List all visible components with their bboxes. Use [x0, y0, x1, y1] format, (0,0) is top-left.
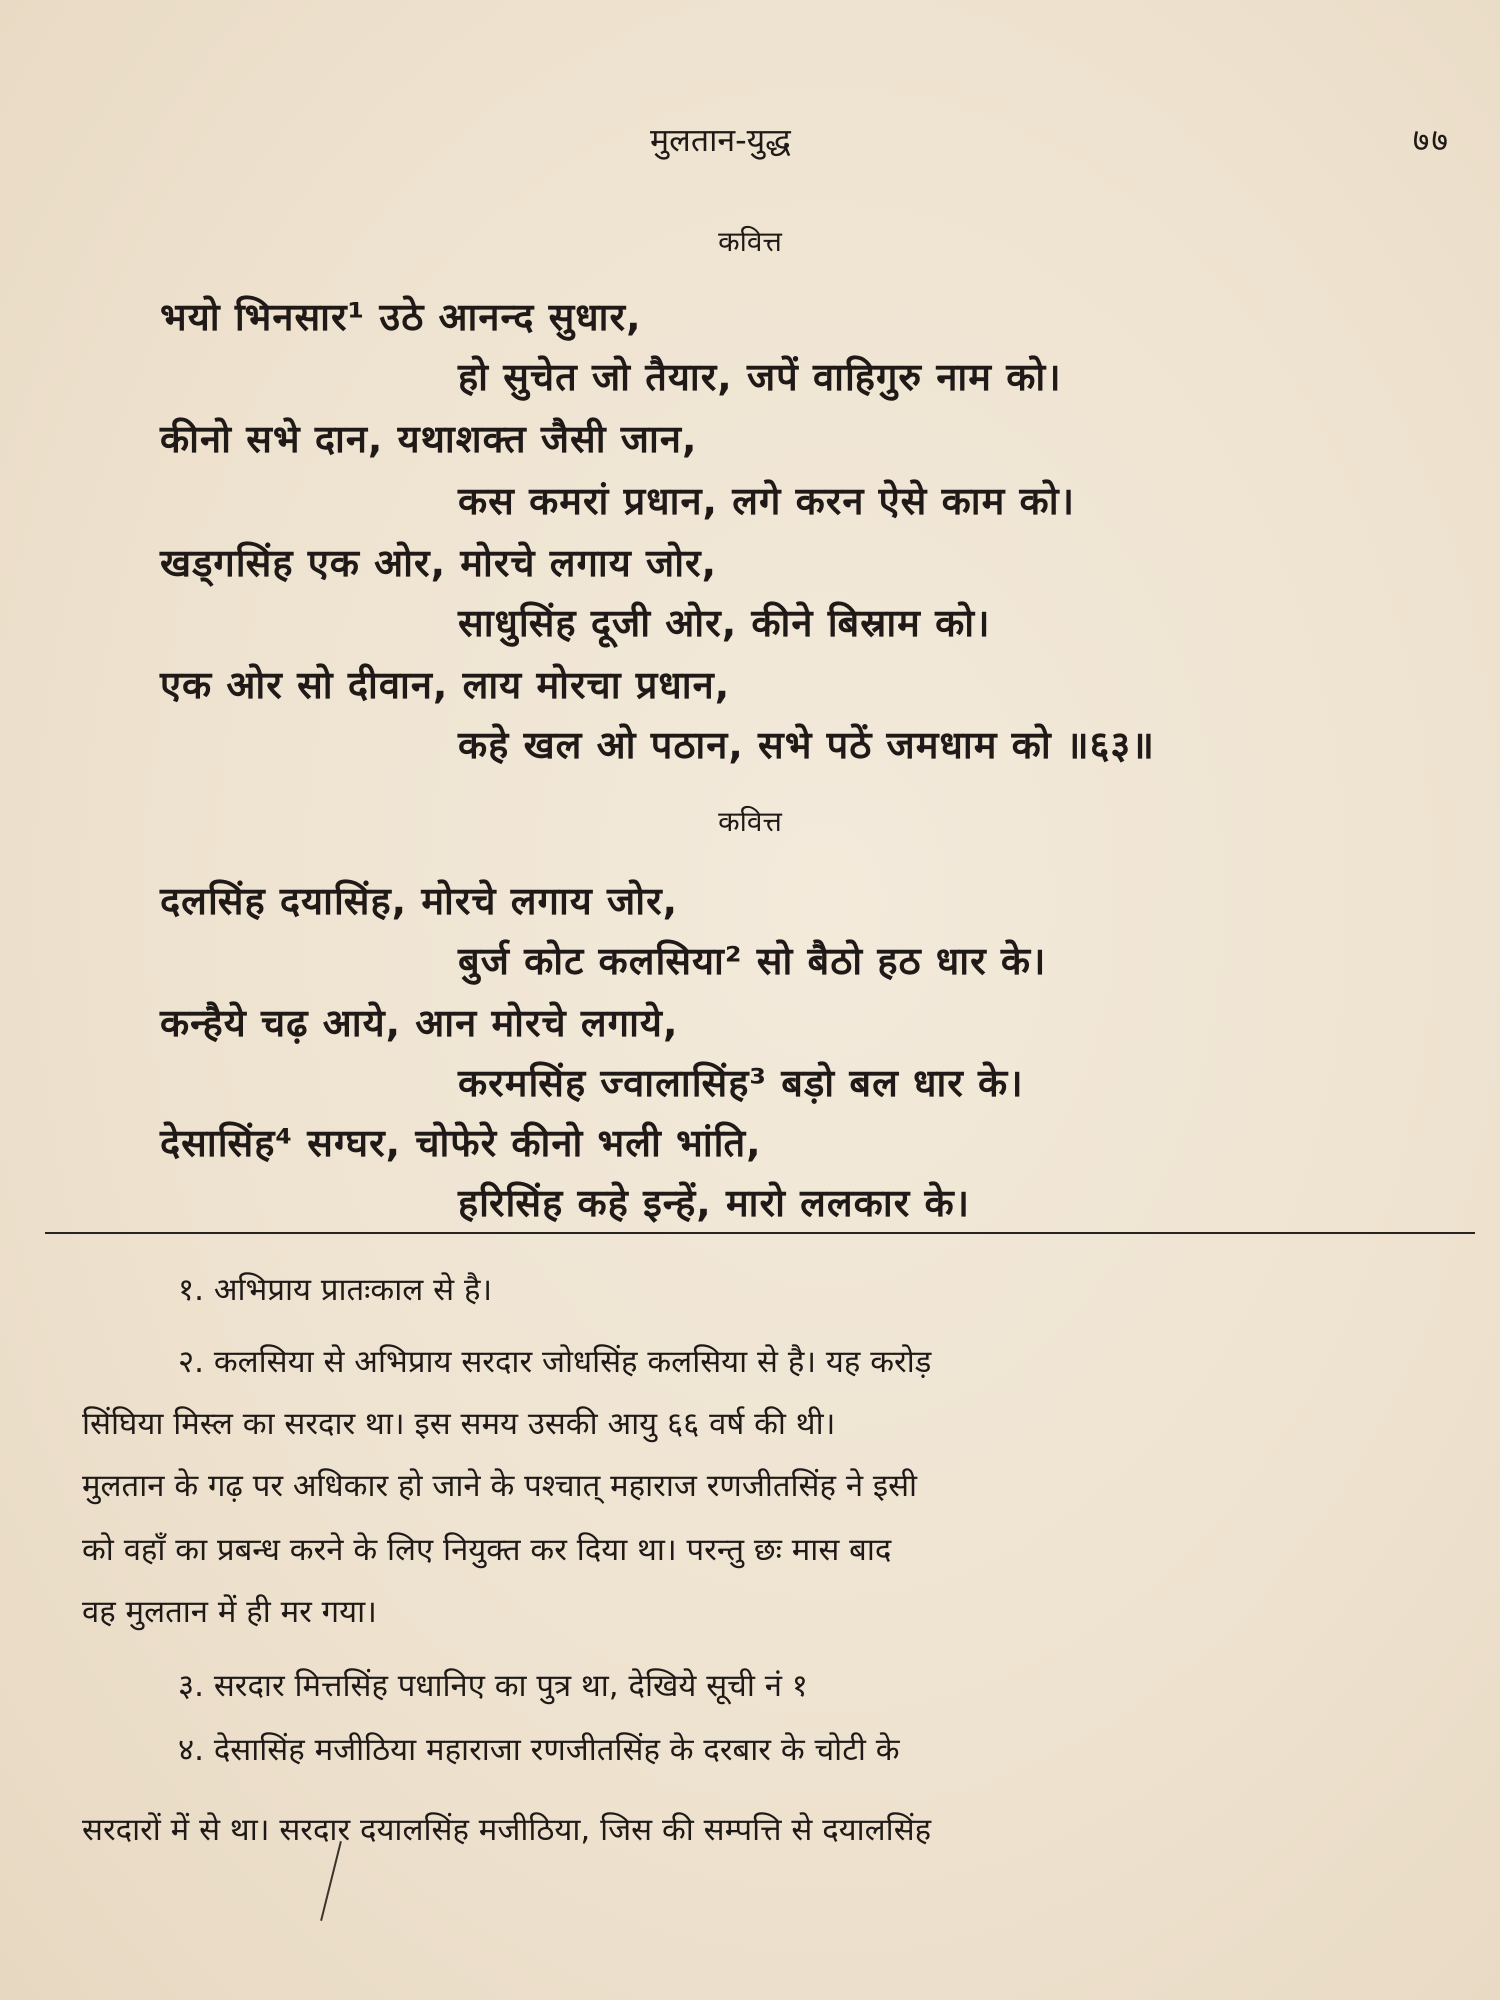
pen-mark	[320, 1841, 342, 1921]
footnote-4-cont: सरदारों में से था। सरदार दयालसिंह मजीठिया, जिस की सम्पत्ति से दयालसिंह	[82, 1812, 932, 1848]
footnote-2: २. कलसिया से अभिप्राय सरदार जोधसिंह कलसिया से है। यह करोड़	[178, 1344, 932, 1380]
footnote-3: ३. सरदार मित्तसिंह पधानिए का पुत्र था, देखिये सूची नं १	[178, 1668, 808, 1704]
verse-line: हो सुचेत जो तैयार, जपें वाहिगुरु नाम को।	[458, 355, 1062, 399]
verse-line: खड्गसिंह एक ओर, मोरचे लगाय जोर,	[160, 541, 718, 585]
verse-line: कीनो सभे दान, यथाशक्त जैसी जान,	[160, 417, 698, 461]
verse-line: देसासिंह⁴ सग्घर, चोफेरे कीनो भली भांति,	[160, 1121, 762, 1165]
verse-line: भयो भिनसार¹ उठे आनन्द सुधार,	[160, 295, 642, 339]
verse-line: करमसिंह ज्वालासिंह³ बड़ो बल धार के।	[458, 1061, 1024, 1105]
verse-line: कन्हैये चढ़ आये, आन मोरचे लगाये,	[160, 1001, 679, 1045]
footnote-divider	[45, 1232, 1475, 1234]
footnote-2-cont: सिंघिया मिस्ल का सरदार था। इस समय उसकी आयु ६६ वर्ष की थी।	[82, 1406, 836, 1442]
verse-line: दलसिंह दयासिंह, मोरचे लगाय जोर,	[160, 879, 679, 923]
footnote-1: १. अभिप्राय प्रातःकाल से है।	[178, 1272, 493, 1308]
stanza-heading: कवित्त	[718, 805, 782, 838]
running-title: मुलतान-युद्ध	[650, 121, 791, 159]
footnote-2-cont: मुलतान के गढ़ पर अधिकार हो जाने के पश्चात् महाराज रणजीतसिंह ने इसी	[82, 1468, 918, 1504]
verse-line: हरिसिंह कहे इन्हें, मारो ललकार के।	[458, 1181, 971, 1225]
footnote-4: ४. देसासिंह मजीठिया महाराजा रणजीतसिंह के दरबार के चोटी के	[178, 1732, 900, 1768]
footnote-2-cont: वह मुलतान में ही मर गया।	[82, 1594, 377, 1630]
page-header	[0, 118, 1500, 168]
footnote-2-cont: को वहाँ का प्रबन्ध करने के लिए नियुक्त कर दिया था। परन्तु छः मास बाद	[82, 1532, 892, 1568]
verse-line: कस कमरां प्रधान, लगे करन ऐसे काम को।	[458, 479, 1075, 523]
verse-line: बुर्ज कोट कलसिया² सो बैठो हठ धार के।	[458, 939, 1047, 983]
verse-line: कहे खल ओ पठान, सभे पठें जमधाम को ॥६३॥	[458, 723, 1155, 767]
stanza-heading: कवित्त	[718, 225, 782, 258]
verse-line: एक ओर सो दीवान, लाय मोरचा प्रधान,	[160, 663, 731, 707]
page-number: ७७	[1412, 121, 1450, 159]
verse-line: साधुसिंह दूजी ओर, कीने बिस्राम को।	[458, 601, 991, 645]
